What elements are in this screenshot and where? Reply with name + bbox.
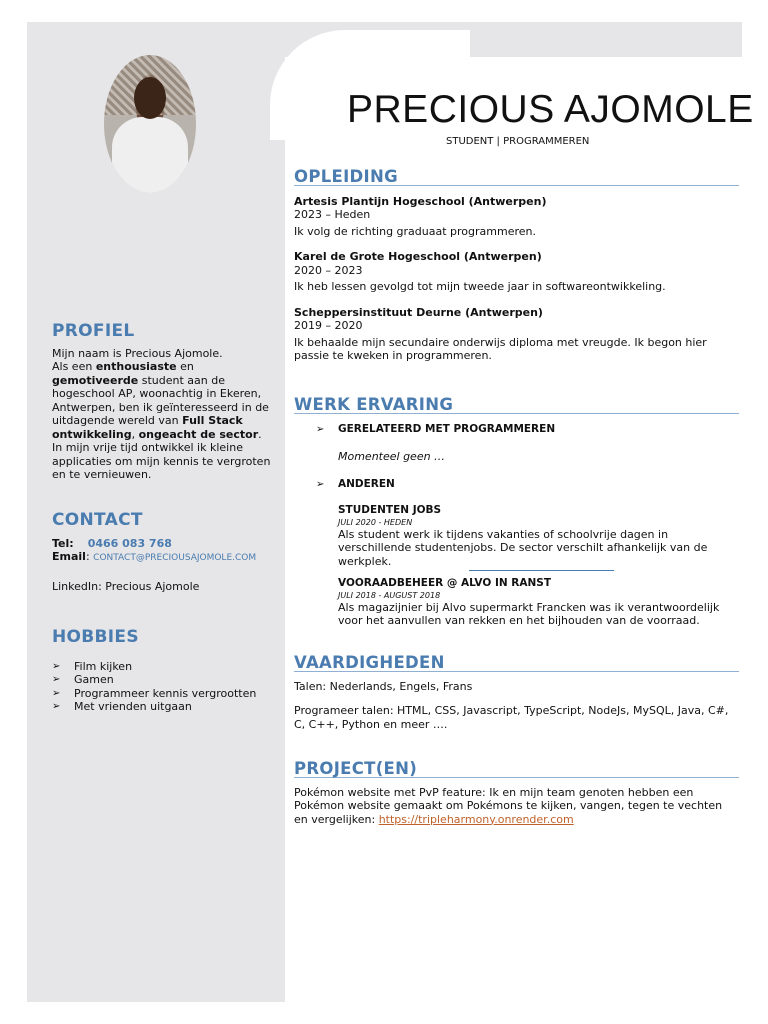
education-section: [294, 167, 739, 363]
contact-section: [52, 510, 272, 593]
profile-heading: PROFIEL: [52, 321, 135, 341]
work-category: ➢ ANDEREN: [316, 478, 739, 492]
projects-heading: PROJECT(EN): [294, 762, 739, 778]
list-item: ➢ Gamen: [52, 673, 272, 687]
profile-text-1: Mijn naam is Precious Ajomole.: [52, 346, 223, 360]
contact-heading: CONTACT: [52, 510, 143, 530]
job-entry: STUDENTEN JOBS JULI 2020 - HEDEN Als student werk ik tijdens vakanties of schoolvrije dagen in verschillende studentenjobs. De sector verschilt afhankelijk van de werkplek.: [338, 504, 708, 568]
tel-link[interactable]: 0466 083 768: [87, 536, 172, 550]
list-item: ➢ Met vrienden uitgaan: [52, 700, 272, 714]
skills-heading: VAARDIGHEDEN: [294, 656, 739, 672]
page-subtitle: STUDENT | PROGRAMMEREN: [446, 136, 590, 147]
page-title: PRECIOUS AJOMOLE: [347, 88, 754, 131]
skills-languages: Talen: Nederlands, Engels, Frans: [294, 679, 473, 693]
hobbies-section: [52, 627, 272, 714]
header-panel: [200, 22, 742, 57]
work-category-text: Momenteel geen …: [338, 450, 446, 463]
list-item: ➢ Programmeer kennis vergrootten: [52, 687, 272, 701]
profile-photo: [104, 55, 196, 193]
contact-tel: Tel: 0466 083 768: [52, 536, 172, 550]
hobbies-heading: HOBBIES: [52, 627, 139, 647]
project-link[interactable]: https://tripleharmony.onrender.com: [378, 812, 574, 826]
profile-text-2: Als een enthousiaste en gemotiveerde student aan de hogeschool AP, woonachtig in Ekeren, Antwerpen, ben ik geïnteresseerd in de uitdagende wereld van Full Stack ontwikkeling, ongeacht de sector.: [52, 360, 269, 441]
work-section: [294, 395, 739, 628]
education-entry: Scheppersinstituut Deurne (Antwerpen) 2019 – 2020 Ik behaalde mijn secundaire onderwijs diploma met vreugde. Ik begon hier passie te kweken in programmeren.: [294, 305, 707, 362]
email-link[interactable]: CONTACT@PRECIOUSAJOMOLE.COM: [93, 553, 257, 563]
education-heading: OPLEIDING: [294, 170, 739, 186]
hobbies-list: [52, 660, 272, 714]
contact-linkedin[interactable]: LinkedIn: Precious Ajomole: [52, 579, 200, 593]
profile-text-3: In mijn vrije tijd ontwikkel ik kleine applicaties om mijn kennis te vergroten en te vernieuwen.: [52, 441, 271, 481]
list-item: ➢ Film kijken: [52, 660, 272, 674]
work-heading: WERK ERVARING: [294, 398, 739, 414]
work-category: ➢ GERELATEERD MET PROGRAMMEREN: [316, 423, 739, 437]
education-entry: Karel de Grote Hogeschool (Antwerpen) 2020 – 2023 Ik heb lessen gevolgd tot mijn tweede jaar in softwareontwikkeling.: [294, 250, 666, 293]
job-entry: VOORAADBEHEER @ ALVO IN RANST JULI 2018 - AUGUST 2018 Als magazijnier bij Alvo supermarkt Francken was ik verantwoordelijk voor het aanvullen van rekken en het bijhouden van de voorraad.: [338, 577, 720, 627]
divider: [469, 570, 614, 571]
profile-section: [52, 321, 272, 482]
education-entry: Artesis Plantijn Hogeschool (Antwerpen) 2023 – Heden Ik volg de richting graduaat programmeren.: [294, 194, 547, 238]
skills-programming: Programeer talen: HTML, CSS, Javascript, TypeScript, NodeJs, MySQL, Java, C#, C, C++, Python en meer ….: [294, 704, 729, 731]
contact-email: Email: CONTACT@PRECIOUSAJOMOLE.COM: [52, 550, 257, 563]
projects-section: [294, 759, 739, 826]
skills-section: [294, 653, 739, 731]
projects-text: Pokémon website met PvP feature: Ik en mijn team genoten hebben een Pokémon website gemaakt om Pokémons te kijken, vangen, tegen te vechten en vergelijken: https://tripleharmony.onrender.com: [294, 785, 723, 826]
